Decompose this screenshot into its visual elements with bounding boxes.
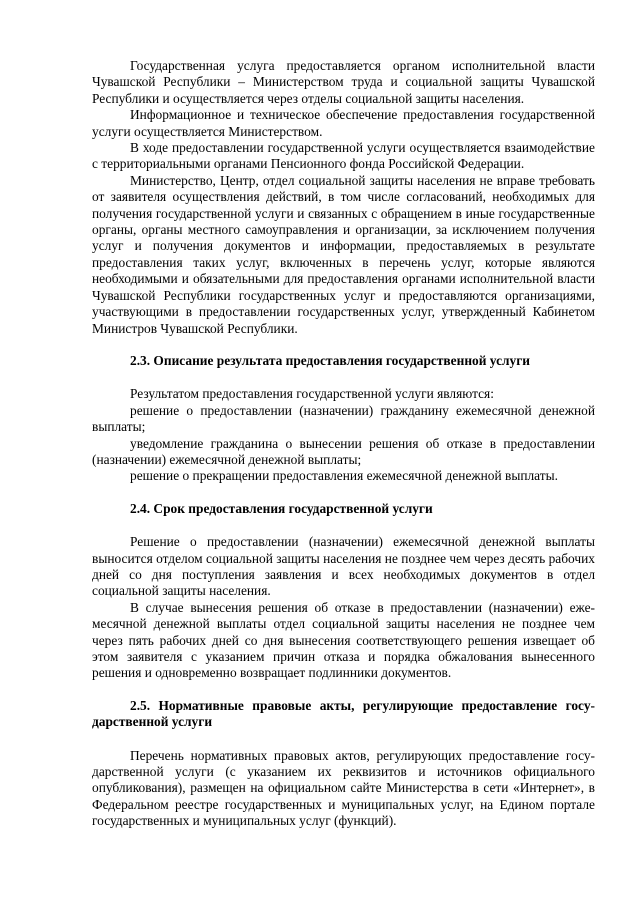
section-heading-2-4: 2.4. Срок предоставления государственной услуги [130, 500, 433, 516]
section-2-4-paragraph-2: В случае вынесения решения об отказе в предоставлении (назначении) ежемесячной денежной выплаты отдел социальной защиты населения не позднее чем через пять рабочих дней со дня вынесения соответствующего решения извещает об этом заявителя с указанием причин отказа и порядка обжалования вынесенного решения и одновременно возвращает подлинники документов. [92, 599, 595, 681]
section-2-4-paragraph-1: Решение о предоставлении (назначении) ежемесячной денежной выплаты выносится отделом социальной защиты населения не позднее чем через десять рабочих дней со дня поступления заявления и всех необходимых документов в отдел социальной защиты населения. [92, 534, 595, 599]
intro-paragraph-1: Государственная услуга предоставляется органом исполнительной власти Чувашской Республики – Министерством труда и социальной защиты Чувашской Республики и осуществляется через отделы социальной защиты населения. [92, 58, 595, 106]
document-page [92, 58, 595, 830]
section-heading-2-5: 2.5. Нормативные правовые акты, регулирующие предоставление государственной услуги [92, 697, 595, 730]
section-heading-2-3: 2.3. Описание результата предоставления государственной услуги [130, 352, 531, 368]
section-2-3-paragraph-1: Результатом предоставления государственной услуги являются: [130, 386, 494, 402]
section-2-3-paragraph-4: решение о прекращении предоставления ежемесячной денежной выплаты. [130, 468, 558, 484]
section-2-5-paragraph-1: Перечень нормативных правовых актов, регулирующих предоставление государственной услуги (с указанием их реквизитов и источников официального опубликования), размещен на официальном сайте Министерства в сети «Интернет», в Федеральном реестре государственных и муниципальных услуг, на Едином портале государственных и муниципальных услуг (функций). [92, 747, 595, 829]
intro-paragraph-2: Информационное и техническое обеспечение предоставления государственной услуги осуществляется Министерством. [92, 107, 595, 139]
intro-paragraph-3: В ходе предоставлении государственной услуги осуществляется взаимодействие с территориальными органами Пенсионного фонда Российской Федерации. [92, 140, 595, 172]
section-2-3-paragraph-2: решение о предоставлении (назначении) гражданину ежемесячной денежной выплаты; [92, 402, 595, 435]
intro-paragraph-4: Министерство, Центр, отдел социальной защиты населения не вправе требовать от заявителя осуществления действий, в том числе согласований, необходимых для получения государственной услуги и связанных с обращением в иные государственные органы, органы местного самоуправления и организации, за исключением получения услуг и получения документов и информации, предоставляемых в результате предоставления таких услуг, включенных в перечень услуг, которые являются необходимыми и обязательными для предоставления органами исполнительной власти Чувашской Республики государственных услуг и предоставляются организациями, участвующими в предоставлении государственных услуг, утвержденный Кабинетом Министров Чувашской Республики. [92, 172, 595, 336]
section-2-3-paragraph-3: уведомление гражданина о вынесении решения об отказе в предоставлении (назначении) ежемесячной денежной выплаты; [92, 435, 595, 467]
